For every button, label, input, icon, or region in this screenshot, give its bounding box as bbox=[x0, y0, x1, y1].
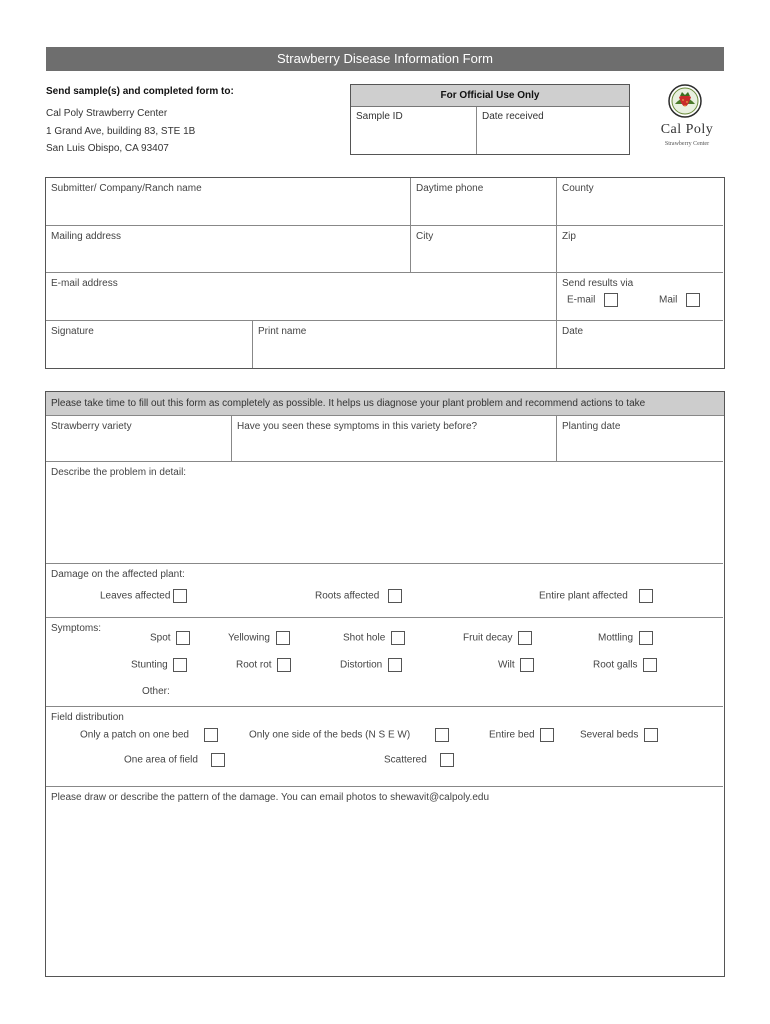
distortion-option[interactable] bbox=[340, 658, 402, 672]
entire-plant-checkbox[interactable] bbox=[639, 589, 653, 603]
spot-label: Spot bbox=[150, 632, 171, 644]
field-distribution-heading: Field distribution bbox=[51, 712, 124, 723]
cal-poly-logo bbox=[646, 82, 738, 154]
email-option-label: E-mail bbox=[567, 294, 596, 306]
patch-label: Only a patch on one bed bbox=[80, 729, 189, 741]
sample-id-field[interactable]: Sample ID bbox=[351, 107, 477, 154]
mottling-label: Mottling bbox=[598, 632, 634, 644]
mottling-checkbox[interactable] bbox=[639, 631, 653, 645]
field-distribution-section bbox=[46, 707, 723, 787]
fruit-decay-label: Fruit decay bbox=[463, 632, 513, 644]
daytime-phone-field[interactable]: Daytime phone bbox=[411, 178, 557, 226]
several-beds-label: Several beds bbox=[580, 729, 639, 741]
send-results-label: Send results via bbox=[562, 278, 634, 289]
entire-bed-option[interactable] bbox=[489, 728, 554, 742]
submitter-section bbox=[45, 177, 725, 369]
entire-plant-option[interactable] bbox=[539, 589, 653, 603]
wilt-checkbox[interactable] bbox=[520, 658, 534, 672]
planting-date-field[interactable]: Planting date bbox=[557, 416, 723, 462]
one-area-checkbox[interactable] bbox=[211, 753, 225, 767]
several-beds-checkbox[interactable] bbox=[644, 728, 658, 742]
root-rot-label: Root rot bbox=[236, 659, 272, 671]
one-side-checkbox[interactable] bbox=[435, 728, 449, 742]
mail-option-label: Mail bbox=[659, 294, 678, 306]
shot-hole-option[interactable] bbox=[343, 631, 405, 645]
leaves-affected-checkbox[interactable] bbox=[173, 589, 187, 603]
signature-field[interactable]: Signature bbox=[46, 321, 253, 368]
instructions-note: Please take time to fill out this form as completely as possible. It helps us diagnose your plant problem and recommend actions to take bbox=[46, 392, 724, 416]
describe-problem-field[interactable]: Describe the problem in detail: bbox=[46, 462, 723, 564]
wilt-label: Wilt bbox=[498, 659, 515, 671]
damage-pattern-field[interactable]: Please draw or describe the pattern of the damage. You can email photos to shewavit@calpoly.edu bbox=[51, 792, 490, 803]
one-side-option[interactable] bbox=[249, 728, 449, 742]
problem-info-section bbox=[45, 391, 725, 977]
mail-checkbox[interactable] bbox=[686, 293, 700, 307]
official-use-box bbox=[350, 84, 630, 155]
mottling-option[interactable] bbox=[598, 631, 653, 645]
address-line-3: San Luis Obispo, CA 93407 bbox=[46, 143, 169, 154]
entire-bed-checkbox[interactable] bbox=[540, 728, 554, 742]
entire-plant-label: Entire plant affected bbox=[539, 590, 628, 602]
damage-heading: Damage on the affected plant: bbox=[51, 569, 185, 580]
entire-bed-label: Entire bed bbox=[489, 729, 535, 741]
seen-before-field[interactable]: Have you seen these symptoms in this variety before? bbox=[232, 416, 557, 462]
leaves-affected-option[interactable] bbox=[100, 589, 187, 603]
roots-affected-label: Roots affected bbox=[315, 590, 380, 602]
yellowing-checkbox[interactable] bbox=[276, 631, 290, 645]
stunting-label: Stunting bbox=[131, 659, 168, 671]
root-galls-label: Root galls bbox=[593, 659, 638, 671]
address-line-2: 1 Grand Ave, building 83, STE 1B bbox=[46, 126, 196, 137]
logo-subtext: Strawberry Center bbox=[664, 141, 710, 147]
roots-affected-option[interactable] bbox=[315, 589, 402, 603]
form-title: Strawberry Disease Information Form bbox=[46, 47, 724, 71]
stunting-checkbox[interactable] bbox=[173, 658, 187, 672]
mailing-address-field[interactable]: Mailing address bbox=[46, 226, 411, 273]
city-field[interactable]: City bbox=[411, 226, 557, 273]
root-galls-checkbox[interactable] bbox=[643, 658, 657, 672]
patch-checkbox[interactable] bbox=[204, 728, 218, 742]
address-line-1: Cal Poly Strawberry Center bbox=[46, 108, 168, 119]
date-field[interactable]: Date bbox=[562, 326, 584, 337]
one-side-label: Only one side of the beds (N S E W) bbox=[249, 729, 411, 741]
root-galls-option[interactable] bbox=[593, 658, 657, 672]
root-rot-option[interactable] bbox=[236, 658, 291, 672]
email-address-field[interactable]: E-mail address bbox=[46, 273, 557, 321]
patch-option[interactable] bbox=[80, 728, 218, 742]
root-rot-checkbox[interactable] bbox=[277, 658, 291, 672]
several-beds-option[interactable] bbox=[580, 728, 658, 742]
send-results-cell bbox=[557, 273, 723, 321]
stunting-option[interactable] bbox=[131, 658, 187, 672]
logo-text: Cal Poly bbox=[660, 122, 714, 137]
wilt-option[interactable] bbox=[498, 658, 534, 672]
one-area-option[interactable] bbox=[124, 753, 225, 767]
roots-affected-checkbox[interactable] bbox=[388, 589, 402, 603]
fruit-decay-option[interactable] bbox=[463, 631, 532, 645]
email-option[interactable] bbox=[567, 293, 618, 307]
scattered-checkbox[interactable] bbox=[440, 753, 454, 767]
spot-option[interactable] bbox=[150, 631, 190, 645]
zip-field[interactable]: Zip bbox=[557, 226, 723, 273]
yellowing-option[interactable] bbox=[228, 631, 290, 645]
scattered-option[interactable] bbox=[384, 753, 454, 767]
fruit-decay-checkbox[interactable] bbox=[518, 631, 532, 645]
shot-hole-checkbox[interactable] bbox=[391, 631, 405, 645]
county-field[interactable]: County bbox=[557, 178, 723, 226]
symptoms-heading: Symptoms: bbox=[51, 623, 102, 634]
distortion-label: Distortion bbox=[340, 659, 383, 671]
distortion-checkbox[interactable] bbox=[388, 658, 402, 672]
print-name-field[interactable]: Print name bbox=[253, 321, 557, 368]
mail-option[interactable] bbox=[659, 293, 700, 307]
scattered-label: Scattered bbox=[384, 754, 427, 766]
email-checkbox[interactable] bbox=[604, 293, 618, 307]
strawberry-variety-field[interactable]: Strawberry variety bbox=[46, 416, 232, 462]
leaves-affected-label: Leaves affected bbox=[100, 590, 171, 602]
shot-hole-label: Shot hole bbox=[343, 632, 386, 644]
yellowing-label: Yellowing bbox=[228, 632, 270, 644]
submitter-name-field[interactable]: Submitter/ Company/Ranch name bbox=[46, 178, 411, 226]
send-to-heading: Send sample(s) and completed form to: bbox=[46, 86, 234, 97]
one-area-label: One area of field bbox=[124, 754, 198, 766]
official-use-heading: For Official Use Only bbox=[351, 85, 629, 107]
spot-checkbox[interactable] bbox=[176, 631, 190, 645]
date-received-field[interactable]: Date received bbox=[482, 111, 544, 122]
other-symptom-field[interactable]: Other: bbox=[142, 686, 170, 697]
